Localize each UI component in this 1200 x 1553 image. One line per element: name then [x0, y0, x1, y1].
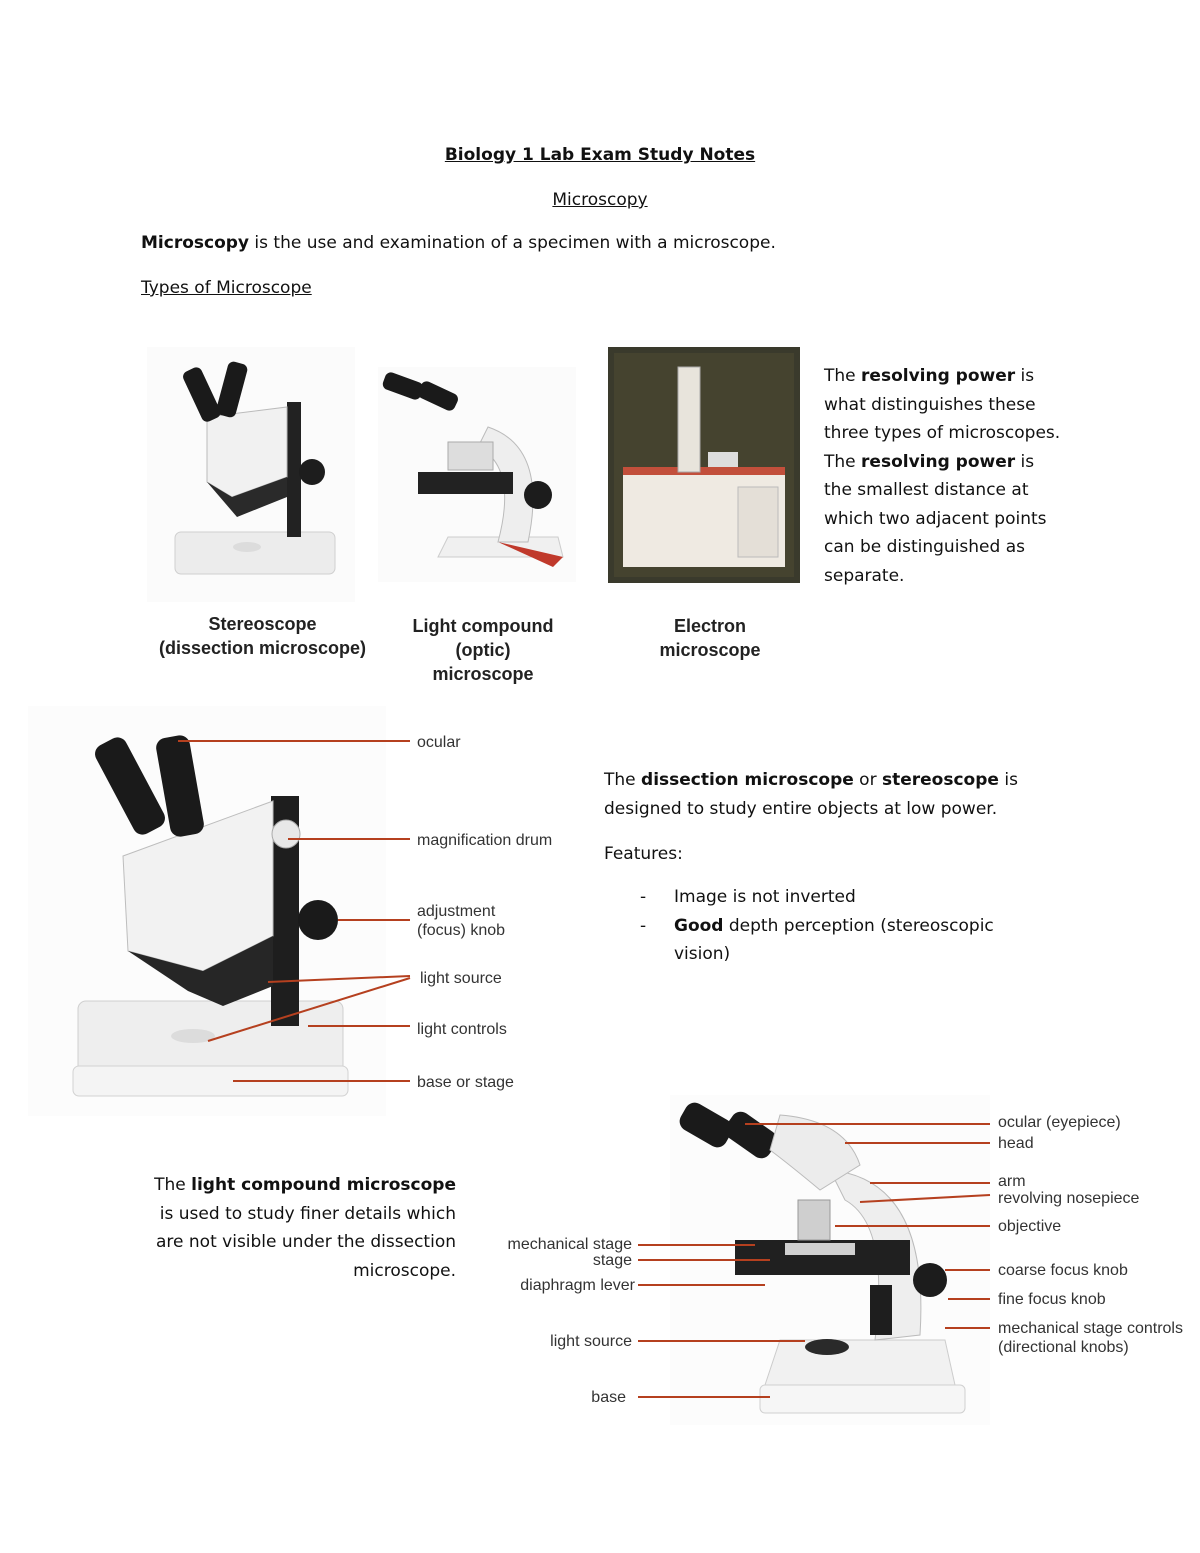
page-title: Biology 1 Lab Exam Study Notes — [444, 145, 756, 165]
light-compound-term: light compound microscope — [191, 1175, 456, 1195]
dissection-text-1: The — [604, 770, 642, 790]
compound-microscope-diagram — [630, 1095, 998, 1425]
caption-electron-line2: microscope — [659, 640, 761, 660]
light-compound-text-1: The — [154, 1175, 192, 1195]
stereoscope-image — [147, 347, 355, 602]
label-ocular-eyepiece: ocular (eyepiece) — [998, 1114, 1121, 1131]
caption-electron — [630, 614, 790, 662]
label-stage: stage — [592, 1252, 632, 1269]
label-base-or-stage: base or stage — [417, 1074, 514, 1091]
label-arm: arm — [998, 1173, 1026, 1190]
intro-paragraph — [141, 233, 776, 253]
caption-light-compound — [393, 614, 573, 686]
bullet-dash: - — [640, 915, 647, 936]
label-light-source: light source — [420, 970, 502, 987]
caption-stereoscope — [140, 612, 385, 660]
label-adjustment-line2: (focus) knob — [417, 922, 506, 939]
label-adjustment-knob — [417, 902, 505, 940]
feature-2-bold: Good — [674, 915, 724, 936]
label-fine-focus-knob: fine focus knob — [998, 1291, 1106, 1308]
dissection-term-2: stereoscope — [881, 770, 999, 790]
caption-stereoscope-line2: (dissection microscope) — [158, 638, 367, 658]
light-compound-image — [378, 367, 576, 582]
dissection-text-3: is designed to study entire objects at low power. — [604, 770, 1018, 819]
label-magnification-drum: magnification drum — [417, 832, 553, 849]
label-coarse-focus-knob: coarse focus knob — [998, 1262, 1128, 1279]
resolving-text-3: is the smallest distance at which two adjacent points can be distinguished as separate. — [824, 451, 1047, 586]
resolving-text-2: is what distinguishes these three types of microscopes. The — [824, 366, 1061, 472]
label-controls-line1: mechanical stage controls — [998, 1320, 1183, 1337]
label-head: head — [998, 1135, 1034, 1152]
label-light-controls: light controls — [417, 1021, 507, 1038]
caption-light-line1: Light compound — [412, 616, 554, 636]
resolving-term-2: resolving power — [861, 451, 1016, 472]
feature-2-text: depth perception (stereoscopic vision) — [674, 915, 994, 964]
dissection-text-2: or — [853, 770, 882, 790]
dissection-term-1: dissection microscope — [641, 770, 854, 790]
feature-item — [604, 883, 1014, 912]
intro-term: Microscopy — [141, 233, 250, 253]
bullet-dash: - — [640, 887, 647, 907]
section-heading: Microscopy — [552, 190, 648, 210]
caption-electron-line1: Electron — [673, 616, 747, 636]
caption-stereoscope-line1: Stereoscope — [208, 614, 317, 634]
label-light-source-compound: light source — [550, 1333, 632, 1350]
label-mechanical-stage: mechanical stage — [507, 1236, 632, 1253]
label-controls-line2: (directional knobs) — [998, 1339, 1129, 1356]
types-heading: Types of Microscope — [141, 278, 312, 298]
features-heading: Features: — [604, 844, 683, 864]
resolving-text-1: The — [824, 366, 862, 386]
label-base: base — [591, 1389, 626, 1406]
light-compound-text-2: is used to study finer details which are not visible under the dissection microscope. — [156, 1203, 456, 1281]
resolving-power-paragraph — [824, 362, 1064, 590]
resolving-term-1: resolving power — [861, 366, 1016, 386]
electron-microscope-image — [608, 347, 800, 583]
label-objective: objective — [998, 1218, 1062, 1235]
label-mechanical-stage-controls — [998, 1319, 1183, 1357]
dissection-paragraph — [604, 766, 1034, 823]
label-adjustment-line1: adjustment — [417, 903, 496, 920]
feature-1-text: Image is not inverted — [674, 887, 856, 907]
label-diaphragm-lever: diaphragm lever — [520, 1277, 635, 1294]
label-revolving-nosepiece: revolving nosepiece — [998, 1190, 1140, 1207]
intro-text: is the use and examination of a specimen with a microscope. — [249, 233, 776, 253]
feature-item — [604, 912, 1014, 969]
light-compound-paragraph — [140, 1171, 456, 1285]
caption-light-line2: (optic) — [455, 640, 511, 660]
label-ocular: ocular — [417, 734, 461, 751]
features-list — [604, 883, 1014, 969]
caption-light-line3: microscope — [432, 664, 534, 684]
